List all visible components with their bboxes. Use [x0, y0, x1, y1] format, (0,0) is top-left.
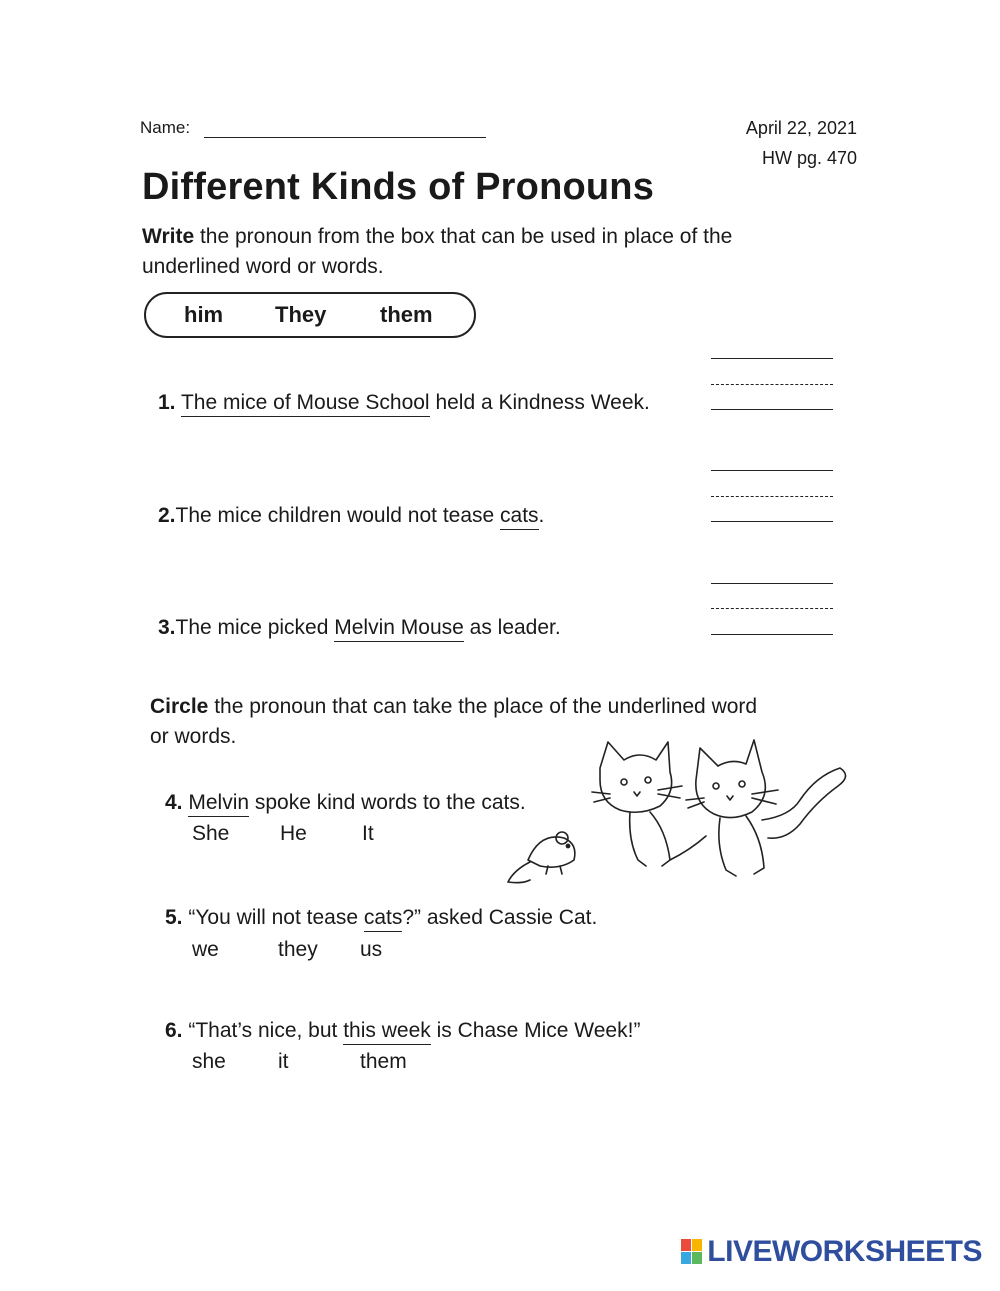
- question-number: 2.: [158, 504, 176, 527]
- logo-icon: [681, 1239, 703, 1265]
- question-3: [158, 616, 561, 640]
- cats-and-mouse-illustration: [500, 720, 860, 900]
- underlined-words: cats: [500, 504, 539, 530]
- answer-line-top[interactable]: [711, 470, 833, 471]
- question-number: 4.: [165, 791, 183, 814]
- page-title: Different Kinds of Pronouns: [142, 166, 655, 208]
- answer-line-bottom[interactable]: [711, 521, 833, 522]
- question-number: 5.: [165, 906, 183, 929]
- question-number: 1.: [158, 391, 176, 414]
- question-text-after: held a Kindness Week.: [429, 391, 650, 414]
- logo-text: LIVEWORKSHEETS: [707, 1235, 982, 1268]
- pronoun-choice[interactable]: It: [362, 822, 374, 845]
- pronoun-choice[interactable]: She: [192, 822, 230, 845]
- pronoun-choice[interactable]: it: [278, 1050, 289, 1073]
- question-text-after: is Chase Mice Week!”: [430, 1019, 641, 1042]
- instruction-verb-write: Write: [142, 225, 195, 248]
- question-text-before: “That’s nice, but: [188, 1019, 344, 1042]
- instruction-text-2: or words.: [150, 725, 237, 748]
- name-input-line[interactable]: [204, 137, 486, 138]
- answer-line-dashed[interactable]: [711, 608, 833, 609]
- answer-line-dashed[interactable]: [711, 384, 833, 385]
- answer-line-bottom[interactable]: [711, 409, 833, 410]
- underlined-words: this week: [343, 1019, 431, 1045]
- question-text-before: “You will not tease: [188, 906, 364, 929]
- question-text-after: ?” asked Cassie Cat.: [402, 906, 598, 929]
- underlined-words: Melvin: [188, 791, 249, 817]
- pronoun-choice[interactable]: us: [360, 938, 383, 961]
- word-box-item: them: [380, 302, 433, 327]
- choices-6: [192, 1050, 407, 1074]
- underlined-words: Melvin Mouse: [334, 616, 464, 642]
- homework-page: HW pg. 470: [761, 148, 857, 168]
- pronoun-choice[interactable]: she: [192, 1050, 226, 1073]
- instruction-verb-circle: Circle: [150, 695, 209, 718]
- name-label: Name:: [140, 118, 191, 137]
- liveworksheets-logo: [681, 1235, 982, 1269]
- question-4: [165, 791, 526, 815]
- instruction-text-2: underlined word or words.: [142, 255, 384, 278]
- underlined-words: cats: [364, 906, 403, 932]
- underlined-words: The mice of Mouse School: [181, 391, 430, 417]
- answer-line-bottom[interactable]: [711, 634, 833, 635]
- question-text-after: as leader.: [463, 616, 561, 639]
- question-5: [165, 906, 597, 930]
- question-2: [158, 504, 544, 528]
- word-box-item: They: [275, 302, 327, 327]
- question-text-before: The mice picked: [175, 616, 335, 639]
- question-text-after: spoke kind words to the cats.: [249, 791, 526, 814]
- question-text-after: .: [538, 504, 545, 527]
- question-number: 3.: [158, 616, 176, 639]
- pronoun-choice[interactable]: we: [192, 938, 219, 961]
- date-text: April 22, 2021: [745, 118, 857, 138]
- pronoun-choice[interactable]: they: [278, 938, 318, 961]
- answer-line-top[interactable]: [711, 583, 833, 584]
- question-text-before: The mice children would not tease: [175, 504, 501, 527]
- choices-5: [192, 938, 382, 962]
- word-box-item: him: [184, 302, 224, 327]
- choices-4: [192, 822, 374, 846]
- question-6: [165, 1019, 640, 1043]
- question-1: [158, 391, 650, 415]
- write-instructions: [142, 222, 862, 282]
- instruction-text-1: the pronoun from the box that can be used in place of the: [194, 225, 733, 248]
- instruction-text-1: the pronoun that can take the place of the underlined word: [208, 695, 758, 718]
- pronoun-choice[interactable]: them: [360, 1050, 407, 1073]
- pronoun-choice[interactable]: He: [280, 822, 307, 845]
- answer-line-top[interactable]: [711, 358, 833, 359]
- answer-line-dashed[interactable]: [711, 496, 833, 497]
- question-number: 6.: [165, 1019, 183, 1042]
